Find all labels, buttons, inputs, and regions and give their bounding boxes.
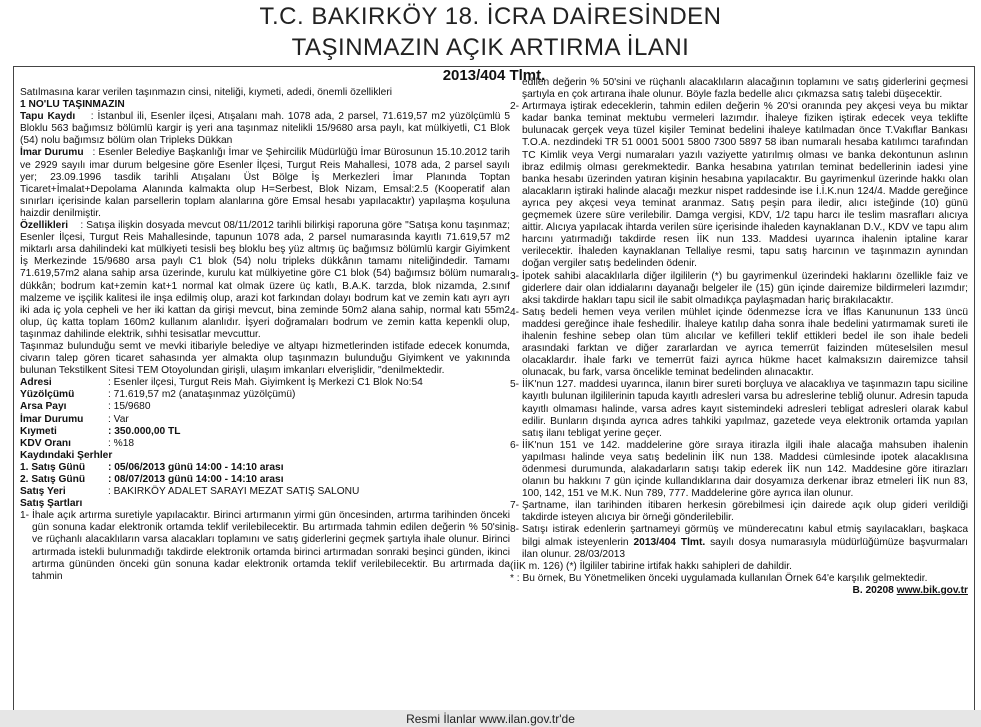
- sart-7-text: Şartname, ilan tarihinden itibaren herkesin görebilmesi için dairede açık olup gideri verildiği takdirde isteyen alıcıya bir örneği gönderilebilir.: [522, 500, 968, 524]
- sart-8-text: [522, 524, 968, 560]
- intro-text: Satılmasına karar verilen taşınmazın cinsi, niteliği, kıymeti, adedi, önemli özellikleri: [20, 87, 392, 98]
- sart-3-num: 3-: [510, 270, 520, 282]
- satis2-label: 2. Satış Günü: [20, 474, 86, 485]
- kdv-label: KDV Oranı: [20, 437, 71, 449]
- sart-1-cont: edilen değerin % 50'sini ve rüçhanlı alacaklıların alacağının toplamını ve satış giderlerini geçmesi şartıyla en çok artırana ihale olunur. Böyle fazla bedelle alıcı çıkmazsa satış talebi düşecektir.: [522, 77, 968, 101]
- satis-yeri-row: [20, 486, 510, 498]
- satis2-value: : 08/07/2013 günü 14:00 - 14:10 arası: [108, 474, 284, 485]
- notice-header-office: T.C. BAKIRKÖY 18. İCRA DAİRESİNDEN: [259, 3, 722, 30]
- sart-5: [510, 379, 968, 439]
- sart-5-num: 5-: [510, 379, 520, 391]
- ref-line: [510, 585, 968, 597]
- sart-5-text: İİK'nun 127. maddesi uyarınca, ilanın birer sureti borçluya ve alacaklıya ve taşınmazın tapu siciline kayıtlı bulunan ilgililerinin tapuda kayıtlı adresleri varsa bu adreslerine tebliğ olunur. Adresin tapuda kayıtlı olmaması halinde, varsa adres kayıt sistemindeki adresleri tebligat adresleri olarak kabul edilir. Bunların dışında ayrıca adres tahkiki yapılmaz, gazetede veya elektronik ortamda yapılan satış ilanı tebligat yerine geçer.: [522, 379, 968, 439]
- sart-2-text: Artırmaya iştirak edeceklerin, tahmin edilen değerin % 20'si oranında pey akçesi veya bu miktar kadar banka teminat mektubu vermeleri lazımdır. İhaleye fiziken iştirak edecek veya teklifte bulunacak gerçek veya tüzel kişiler Teminat bedelini ihaleye katılmadan önce T.Vakıflar Bankası T.O.A. nezdindeki TR 51 0001 5001 5800 7300 5897 58 iban numaralı hesaba katılımcı tarafından TC Kimlik veya Vergi numaraları yazılı vaziyette yatırılmış olması ve banka dekontunun aslının ibraz edilmiş olması gerekmektedir. Banka hesabına yatırılan teminat bedellerinin iadesi yine banka hesabı üzerinden yatıran kişinin hesabına yapılacaktır. Bu gayrimenkul üzerinde hakkı olan alacakların iştiraki halinde alacağı mezkur nispet raddesinde ise İ.İ.K.nun 124/4. Madde gereğince ayrıca pey akçesi veya teminat aranmaz. Satış peşin para iledir, alıcı isteğinde (10) günü geçmemek üzere süre verilebilir. Damga vergisi, KDV, 1/2 tapu harcı ile teslim masrafları alıcıya aittir. Alıcıya yapılacak ihtarda verilen süre içerisinde ihaleden kaynaklanan D.V., KDV ve tapu alım harcını yatırmadığı takdirde resen İİK nun 133. Maddesi uyarınca ihalenin iptaline karar verilecektir. İhaleden kaynaklanan Tellaliye resmi, tapu satış harcının ve taşınmazın aynından doğan vergiler satış bedelinden ödenir.: [522, 101, 968, 270]
- sart-4: [510, 307, 968, 380]
- arsa-payi-label: Arsa Payı: [20, 401, 67, 413]
- ozellikleri-cont: Taşınmaz bulunduğu semt ve mevki itibariyle belediye ve altyapı hizmetlerinden istifade edecek konumda, civarın talep gören ticaret sahasında yer almakta olup taşınmazın bulunduğu Giyimkent ve yakınında bulunan Tekstilkent Sitesi TEM Otoyolundan girişli, ulaşım imkanları elverişlidir, "denilmektedir.: [20, 340, 510, 377]
- arsa-payi-value: : 15/9680: [108, 401, 151, 413]
- notice-header-title: TAŞINMAZIN AÇIK ARTIRMA İLANI: [291, 34, 690, 61]
- sart-4-text: Satış bedeli hemen veya verilen mühlet içinde ödenmezse İcra ve İflas Kanununun 133 üncü maddesi gereğince ihale feshedilir. İhaleye katılıp daha sonra ihale bedelini yatırmamak sureti ile ihalenin feshine sebep olan tüm alıcılar ve kefilleri teklif ettikleri bedel ile son ihale bedeli arasındaki farktan ve diğer zararlardan ve ayrıca temerrüt faizinden müteselsilen mesul olacaklardır. İhale farkı ve temerrüt faizi ayrıca hükme hacet kalmaksızın dairemizce tahsil olunacak, bu fark, varsa öncelikle teminat bedelinden alınacaktır.: [522, 306, 968, 379]
- satis-sartlari-title: Satış Şartları: [20, 498, 83, 510]
- ozellikleri: [20, 220, 510, 341]
- file-number: 2013/404 Tlmt.: [442, 67, 546, 84]
- kiymet-value: : 350.000,00 TL: [108, 425, 181, 437]
- adres-label: Adresi: [20, 377, 52, 389]
- imar-durumu-label: İmar Durumu: [20, 413, 84, 425]
- imar-label: İmar Durumu: [20, 147, 84, 159]
- kiymet-row: [20, 426, 510, 438]
- sart-7-num: 7-: [510, 500, 520, 512]
- sart-6: [510, 440, 968, 500]
- kayit-serhler-title: Kaydındaki Şerhler: [20, 449, 113, 461]
- notice-box: [13, 66, 975, 711]
- tapu-value: : İstanbul ili, Esenler ilçesi, Atışalanı mah. 1078 ada, 2 parsel, 71.619,57 m2 yüzölçümlü 5 Bloklu 563 bağımsız bölümlü kargir iş yeri ana taşınmaz nitelikli 15/9680 arsa paylı, kat mülkiyetli, C1 Blok (54) nolu bağımsız bölüm olan Tripleks Dükkan: [20, 111, 510, 147]
- sart-2-num: 2-: [510, 101, 520, 113]
- star-note: * : Bu örnek, Bu Yönetmeliken önceki uygulamada kullanılan Örnek 64'e karşılık gelmektedir.: [510, 572, 928, 584]
- satis2-row: [20, 474, 510, 486]
- sart-1: [20, 510, 510, 583]
- left-column: [20, 87, 510, 583]
- ozellik-value: : Satışa ilişkin dosyada mevcut 08/11/2012 tarihli bilirkişi raporuna göre "Satışa konu taşınmaz; Esenler İlçesi, Turgut Reis Mahallesinde, tapunun 1078 ada, 2 parsel numarasında kayıtlı 71.619,57 m2 miktarlı arsa dahilindeki kat mülkiyeti tesisli beş bloklu beş yüz altmış üç bağımsız bölümlü kargir Giyimkent İş Merkezinde 15/9680 arsa paylı C1 blok (54) nolu tripleks dükkânın tamamı niteliğindedir. Tamamı 71.619,57m2 alana sahip arsa üzerinde, kurulu kat mülkiyetine göre C1 blok (54) bağımsız bölüm numaralı dükkân; bodrum kat+zemin kat+1 normal kat olmak üzere üç katlı, B.A.K. tarzda, blok nizamda, 2.sınıf malzeme ve işçilik kalitesi ile inşa edilmiş olup, arazi kot farkından dolayı bodrum kat ve zemin katı ayrı ayrı iki ada iç yola cepheli ve her iki kattan da girişi mevcut, bina zeminde 50m2 alana sahip, normal katı 55m2 olup, üç katta toplam 160m2 kullanım alanlıdır. İşyeri doğramaları bodrum ve zemin katta kepenkli olup, taşınmaz dahilinde elektrik, sıhhi tesisatlar mevcuttur.: [20, 220, 511, 340]
- adres-value: : Esenler ilçesi, Turgut Reis Mah. Giyimkent İş Merkezi C1 Blok No:54: [108, 377, 423, 389]
- sart-8-file-no: 2013/404 Tlmt.: [633, 536, 706, 548]
- bik-link[interactable]: www.bik.gov.tr: [896, 584, 968, 596]
- iik-note: (İİK m. 126) (*) İlgililer tabirine irtifak hakkı sahipleri de dahildir.: [510, 560, 792, 572]
- ref-code: B. 20208: [852, 584, 894, 596]
- satis-yeri-label: Satış Yeri: [20, 486, 66, 498]
- imar-durumu-value: : Var: [108, 413, 129, 425]
- sart-1-text: İhale açık artırma suretiyle yapılacaktır. Birinci artırmanın yirmi gün öncesinden, artırma tarihinden önceki gün sonuna kadar elektronik ortamda teklif verilebilecektir. Bu artırmada tahmin edilen değerin % 50'sini ve rüçhanlı alacaklıların varsa alacakları toplamını ve satış giderlerini geçmek şartıyla ihale olunur. Birinci artırmada istekli bulunmadığı takdirde elektronik ortamda birinci artırmadan sonraki beşinci günden, ikinci artırma gününden önceki gün sonuna kadar elektronik ortamda teklif verilebilecektir. Bu artırmada da tahmin: [32, 510, 510, 582]
- sart-8-text-b: sayılı dosya numarasıyla müdürlüğümüze başvurmaları ilan olunur. 28/03/2013: [522, 536, 968, 560]
- kdv-row: [20, 438, 510, 450]
- sart-4-num: 4-: [510, 306, 520, 318]
- imar-durumu-row: [20, 414, 510, 426]
- tapu-kaydi: [20, 111, 510, 147]
- satis1-value: : 05/06/2013 günü 14:00 - 14:10 arası: [108, 461, 284, 473]
- imar-value: : Esenler Belediye Başkanlığı İmar ve Şehircilik Müdürlüğü İmar Bürosunun 15.10.2012 tarih ve 2929 sayılı imar durum belgesine göre Esenler İlçesi, Turgut Reis Mahallesi, 1078 ada, 2 parsel sayılı yer; 23.09.1996 tasdik tarihli Atışalanı Üst Bölge İş Merkezleri İmar Planında Toptan Ticaret+İmalat+Depolama Alanında kalmakta olup H=Serbest, Blok Nizam, Emsal:2.5 (Kooperatif alan sınırları içerisinde kalan parsellerin toplam alanlarına göre Emsal hesabı yapılacaktır) yapılaşma koşuluna haizdir denilmiştir.: [20, 147, 510, 219]
- sart-8-text-a: Satışı istirak edenlerin şartnameyi görmüş ve münderecatını kabul etmiş sayılacakları, başkaca bilgi almak isteyenlerin: [522, 524, 968, 548]
- bottom-bar-text: Resmi İlanlar www.ilan.gov.tr'de: [406, 712, 575, 726]
- ozellik-label: Özellikleri: [20, 220, 69, 232]
- sart-8: [510, 524, 968, 560]
- arsa-payi-row: [20, 401, 510, 413]
- yuzolcumu-value: : 71.619,57 m2 (anataşınmaz yüzölçümü): [108, 389, 296, 401]
- kdv-value: : %18: [108, 437, 135, 449]
- satis1-row: [20, 462, 510, 474]
- kiymet-label: Kıymeti: [20, 425, 57, 437]
- imar-durumu: [20, 147, 510, 220]
- sart-2: [510, 101, 968, 270]
- satis1-label: 1. Satış Günü: [20, 461, 86, 473]
- tapu-label: Tapu Kaydı: [20, 111, 76, 123]
- sart-3: [510, 271, 968, 307]
- yuzolcumu-row: [20, 389, 510, 401]
- item-title: 1 NO'LU TAŞINMAZIN: [20, 99, 125, 111]
- right-column: [510, 77, 968, 597]
- sart-3-text: İpotek sahibi alacaklılarla diğer ilgililerin (*) bu gayrimenkul üzerindeki haklarını özellikle faiz ve giderlere dair olan iddialarını dayanağı belgeler ile (15) gün içinde dairemize bildirmeleri lazımdır; aksi takdirde hakları tapu sicil ile sabit olmadıkça paylaşmadan hariç bırakılacaktır.: [522, 270, 968, 306]
- sart-6-num: 6-: [510, 439, 520, 451]
- adres-row: [20, 377, 510, 389]
- satis-yeri-value: : BAKIRKÖY ADALET SARAYI MEZAT SATIŞ SALONU: [108, 486, 360, 498]
- sart-7: [510, 500, 968, 524]
- sart-8-num: 8-: [510, 524, 520, 536]
- sart-6-text: İİK'nun 151 ve 142. maddelerine göre sıraya itirazla ilgili ihale alacağa mahsuben ihalenin yapılması halinde veya satış bedelinin İİK nun 138. Maddesi cümlesinde ipotek alacaklısına ödenmesi durumunda, alakadarların satışı takip ederek İİK nun 142. Maddesine göre itirazları olanın bu hakkını 7 gün içinde kullandıklarına dair dosyamıza derkenar ibraz etmeleri İİK nun 83, 100, 142, 151 ve M.K. Nun 789, 777. Maddelerine göre ayrıca ilan olunur.: [522, 439, 968, 500]
- sart-1-num: 1-: [20, 510, 30, 522]
- yuzolcumu-label: Yüzölçümü: [20, 389, 75, 401]
